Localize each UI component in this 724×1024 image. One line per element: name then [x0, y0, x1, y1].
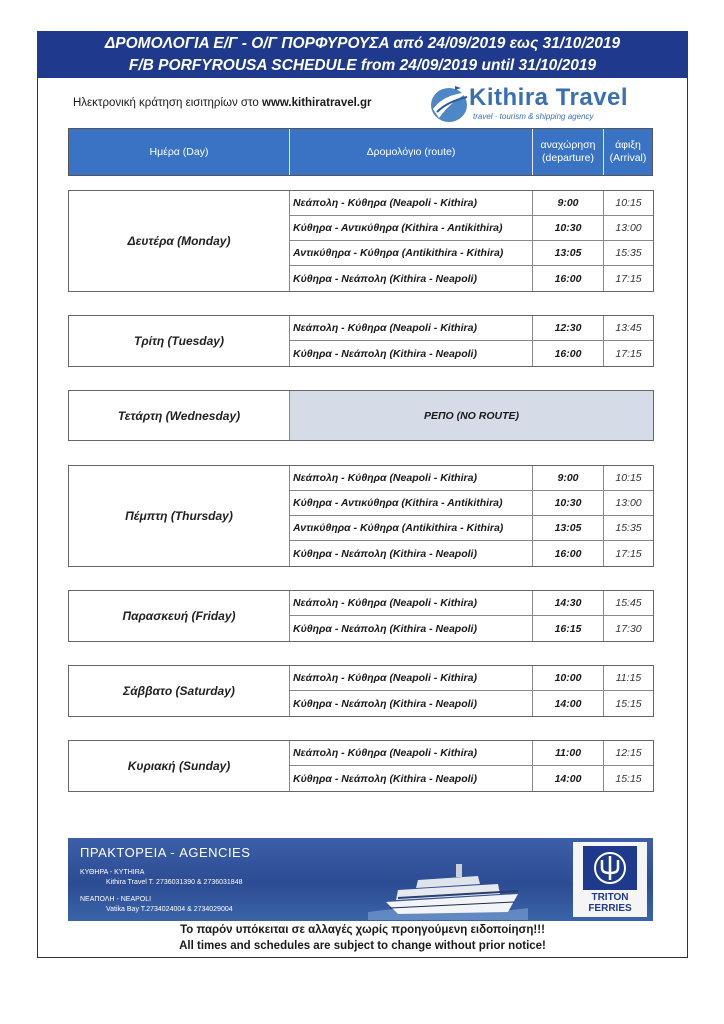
title-greek: ΔΡΟΜΟΛΟΓΙΑ Ε/Γ - Ο/Γ ΠΟΡΦΥΡΟΥΣΑ από 24/09/2019 εως 31/10/2019 [104, 35, 621, 52]
day-block-tuesday [68, 315, 654, 367]
route-cell: Κύθηρα - Νεάπολη (Kithira - Neapoli) [290, 341, 533, 366]
arrival-cell: 13:45 [615, 322, 642, 334]
day-name: Παρασκευή (Friday) [69, 591, 290, 641]
header-arrival: άφιξη (Arrival) [609, 139, 647, 164]
agency-kithira-label: ΚΥΘΗΡΑ - KYTHIRA [80, 869, 145, 876]
route-cell: Αντικύθηρα - Κύθηρα (Antikithira - Kithira) [290, 516, 533, 540]
table-row [290, 591, 653, 616]
arrival-cell: 15:15 [615, 772, 642, 785]
header-departure: αναχώρηση (departure) [533, 129, 604, 175]
arrival-cell: 17:15 [615, 272, 642, 285]
table-row [290, 666, 653, 691]
logo-name: Kithira Travel [469, 84, 629, 111]
table-row [290, 691, 653, 716]
trident-icon [583, 846, 637, 890]
arrival-cell: 12:15 [615, 747, 642, 759]
arrival-cell: 17:15 [615, 347, 642, 360]
table-row [290, 341, 653, 366]
title-english: F/B PORFYROUSA SCHEDULE from 24/09/2019 until 31/10/2019 [128, 57, 597, 74]
ferry-ship-image [368, 850, 528, 920]
route-cell: Κύθηρα - Αντικύθηρα (Kithira - Antikithira) [290, 216, 533, 240]
departure-cell: 16:00 [533, 266, 604, 291]
route-cell: Νεάπολη - Κύθηρα (Neapoli - Kithira) [290, 466, 533, 490]
arrival-cell: 15:35 [615, 522, 642, 534]
day-name: Δευτέρα (Monday) [69, 191, 290, 291]
route-cell: Κύθηρα - Νεάπολη (Kithira - Neapoli) [290, 616, 533, 641]
arrival-cell: 13:00 [615, 222, 642, 234]
route-cell: Νεάπολη - Κύθηρα (Neapoli - Kithira) [290, 591, 533, 615]
route-cell: Κύθηρα - Αντικύθηρα (Kithira - Antikithira) [290, 491, 533, 515]
day-name: Κυριακή (Sunday) [69, 741, 290, 791]
agency-neapoli-detail: Vatika Bay T.2734024004 & 2734029004 [106, 906, 233, 913]
triton-ferries-logo [573, 842, 647, 917]
arrival-cell: 17:15 [615, 547, 642, 560]
day-block-thursday [68, 465, 654, 567]
arrival-cell: 10:15 [615, 472, 642, 484]
table-row [290, 216, 653, 241]
route-cell: Κύθηρα - Νεάπολη (Kithira - Neapoli) [290, 766, 533, 791]
day-block-monday [68, 190, 654, 292]
departure-cell: 16:00 [533, 541, 604, 566]
table-row [290, 316, 653, 341]
agency-kithira-detail: Kithira Travel T. 2736031390 & 2736031848 [106, 879, 243, 886]
route-cell: Νεάπολη - Κύθηρα (Neapoli - Kithira) [290, 316, 533, 340]
agencies-title: ΠΡΑΚΤΟΡΕΙΑ - AGENCIES [80, 845, 251, 860]
arrival-cell: 15:15 [615, 697, 642, 710]
route-cell: Κύθηρα - Νεάπολη (Kithira - Neapoli) [290, 541, 533, 566]
logo-tagline: travel · tourism & shipping agency [473, 112, 594, 121]
departure-cell: 10:30 [533, 491, 604, 515]
booking-text: Ηλεκτρονική κράτηση εισιτηρίων στο [73, 97, 262, 109]
triton-line2: FERRIES [588, 903, 632, 914]
table-row [290, 741, 653, 766]
departure-cell: 12:30 [533, 316, 604, 340]
arrival-cell: 10:15 [615, 197, 642, 209]
no-route-cell: ΡΕΠΟ (NO ROUTE) [290, 391, 653, 440]
notice-english: All times and schedules are subject to change without prior notice! [179, 940, 546, 952]
arrival-cell: 17:30 [615, 622, 642, 635]
table-row [290, 266, 653, 291]
departure-cell: 14:30 [533, 591, 604, 615]
kithira-travel-logo [425, 82, 655, 126]
table-row [290, 766, 653, 791]
arrival-cell: 13:00 [615, 497, 642, 509]
booking-site-link[interactable]: www.kithiratravel.gr [262, 97, 372, 109]
route-cell: Κύθηρα - Νεάπολη (Kithira - Neapoli) [290, 691, 533, 716]
day-block-friday [68, 590, 654, 642]
table-row [290, 491, 653, 516]
departure-cell: 13:05 [533, 241, 604, 265]
table-row [290, 191, 653, 216]
departure-cell: 9:00 [533, 466, 604, 490]
route-cell: Αντικύθηρα - Κύθηρα (Antikithira - Kithira) [290, 241, 533, 265]
departure-cell: 9:00 [533, 191, 604, 215]
table-row [290, 516, 653, 541]
table-row [290, 241, 653, 266]
departure-cell: 10:30 [533, 216, 604, 240]
agency-neapoli-label: ΝΕΑΠΟΛΗ - NEAPOLI [80, 896, 152, 903]
departure-cell: 13:05 [533, 516, 604, 540]
day-name: Πέμπτη (Thursday) [69, 466, 290, 566]
departure-cell: 14:00 [533, 691, 604, 716]
table-row [290, 466, 653, 491]
table-row [290, 616, 653, 641]
arrival-cell: 11:15 [615, 672, 642, 684]
day-block-saturday [68, 665, 654, 717]
triton-line1: TRITON [591, 892, 629, 903]
day-name: Τρίτη (Tuesday) [69, 316, 290, 366]
booking-line [73, 97, 372, 109]
arrival-cell: 15:35 [615, 247, 642, 259]
departure-cell: 16:15 [533, 616, 604, 641]
title-banner [37, 31, 688, 78]
route-cell: Νεάπολη - Κύθηρα (Neapoli - Kithira) [290, 666, 533, 690]
departure-cell: 14:00 [533, 766, 604, 791]
notice-greek: Το παρόν υπόκειται σε αλλαγές χωρίς προηγούμενη ειδοποίηση!!! [180, 924, 545, 936]
header-route: Δρομολόγιο (route) [290, 129, 533, 175]
header-day: Ημέρα (Day) [69, 129, 290, 175]
departure-cell: 16:00 [533, 341, 604, 366]
route-cell: Νεάπολη - Κύθηρα (Neapoli - Kithira) [290, 741, 533, 765]
departure-cell: 10:00 [533, 666, 604, 690]
departure-cell: 11:00 [533, 741, 604, 765]
arrival-cell: 15:45 [615, 597, 642, 609]
table-row [290, 541, 653, 566]
day-name: Σάββατο (Saturday) [69, 666, 290, 716]
day-block-wednesday [68, 390, 654, 441]
route-cell: Κύθηρα - Νεάπολη (Kithira - Neapoli) [290, 266, 533, 291]
day-block-sunday [68, 740, 654, 792]
day-name: Τετάρτη (Wednesday) [69, 391, 290, 440]
table-header [68, 128, 653, 176]
globe-icon [425, 82, 471, 126]
route-cell: Νεάπολη - Κύθηρα (Neapoli - Kithira) [290, 191, 533, 215]
agencies-banner [68, 838, 653, 921]
